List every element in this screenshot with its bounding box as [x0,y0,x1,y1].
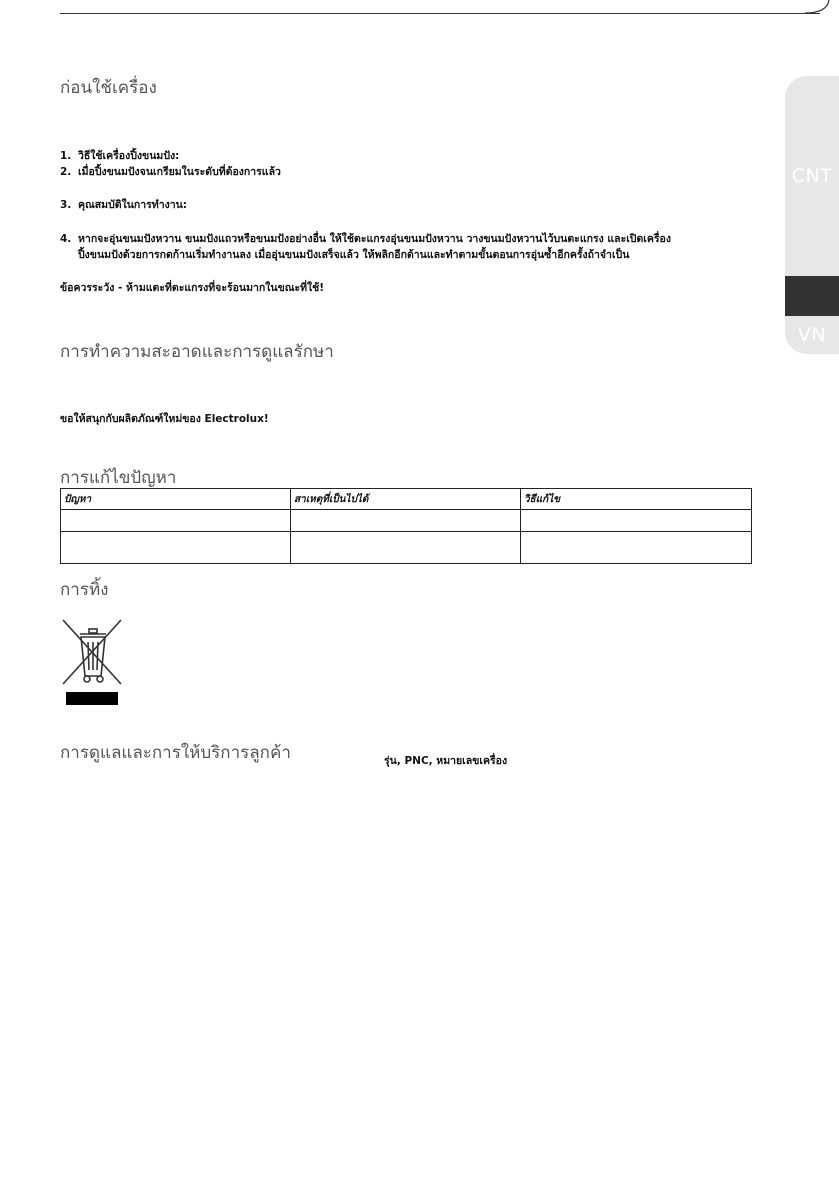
tab-cnt[interactable]: CNT [785,76,839,276]
table-header-row [61,489,752,510]
step-4-continuation: ปิ้งขนมปังด้วยการกดก้านเริ่มทำงานลง เมื่ออุ่นขนมปังเสร็จแล้ว ให้พลิกอีกด้านและทำตามขั้นตอนการอุ่นซ้ำอีกครั้งถ้าจำเป็น [78,249,630,261]
column-header-solution: วิธีแก้ไข [521,489,752,510]
table-row [61,532,752,564]
column-header-cause: สาเหตุที่เป็นไปได้ [291,489,521,510]
table-cell [521,510,752,532]
table-row [61,510,752,532]
table-cell [61,510,291,532]
caution-text: ข้อควรระวัง - ห้ามแตะที่ตะแกรงที่จะร้อนมากในขณะที่ใช้! [60,282,325,294]
column-header-problem: ปัญหา [61,489,291,510]
tab-vn[interactable]: VN [785,316,839,354]
section-heading-before-use: ก่อนใช้เครื่อง [60,78,157,98]
section-heading-customer-care: การดูแลและการให้บริการลูกค้า [60,743,291,763]
corner-arc [805,0,835,14]
model-pnc-serial-note: รุ่น, PNC, หมายเลขเครื่อง [384,755,508,767]
troubleshooting-table [60,488,752,564]
table-cell [291,532,521,564]
weee-crossed-bin-icon [60,618,124,708]
step-4: 4. หากจะอุ่นขนมปังหวาน ขนมปังแถวหรือขนมปังอย่างอื่น ให้ใช้ตะแกรงอุ่นขนมปังหวาน วางขนมปังหวานไว้บนตะแกรง และเปิดเครื่อง [60,233,671,245]
step-1: 1. วิธีใช้เครื่องปิ้งขนมปัง: [60,150,180,162]
step-2: 2. เมื่อปิ้งขนมปังจนเกรียมในระดับที่ต้องการแล้ว [60,166,281,178]
top-rule [60,13,820,14]
section-heading-disposal: การทิ้ง [60,580,109,600]
tab-th-active[interactable] [785,276,839,316]
enjoy-note: ขอให้สนุกกับผลิตภัณฑ์ใหม่ของ Electrolux! [60,413,269,425]
section-heading-cleaning: การทำความสะอาดและการดูแลรักษา [60,342,334,362]
table-cell [61,532,291,564]
table-cell [521,532,752,564]
table-cell [291,510,521,532]
section-heading-troubleshooting: การแก้ไขปัญหา [60,468,177,488]
step-3: 3. คุณสมบัติในการทำงาน: [60,199,187,211]
